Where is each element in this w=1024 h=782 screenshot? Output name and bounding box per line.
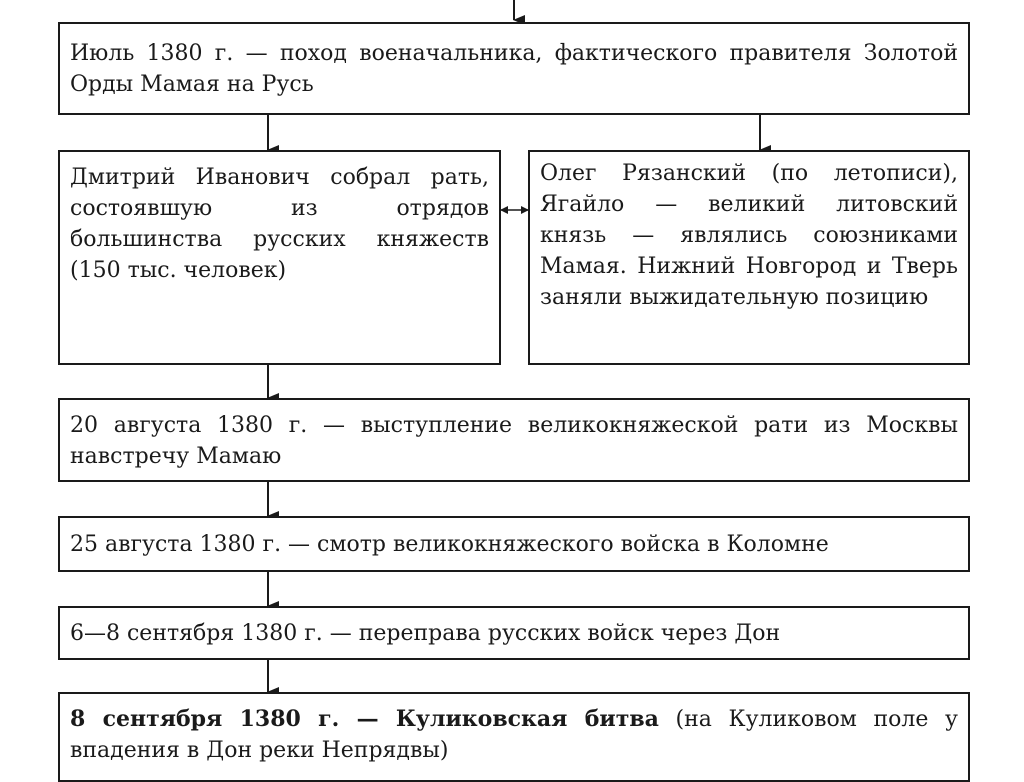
node-sep8-text: (на Куликовом поле у впадения в Дон реки Непрядвы) bbox=[70, 707, 958, 763]
node-dmitry-text: Дмитрий Иванович собрал рать, состоявшую из отрядов большинства русских княжеств (150 тыс. человек) bbox=[70, 165, 489, 283]
node-sep8-bold-text: 8 сентября 1380 г. — Куликовская битва bbox=[70, 706, 659, 732]
node-sep6-text: 6—8 сентября 1380 г. — переправа русских войск через Дон bbox=[70, 621, 781, 646]
node-allies-text: Олег Рязанский (по летописи), Ягайло — великий литовский князь — являлись союзниками Мамая. Нижний Новгород и Тверь заняли выжидательную позицию bbox=[540, 161, 958, 310]
node-aug25-1380 bbox=[58, 516, 970, 572]
node-july-text: Июль 1380 г. — поход военачальника, фактического правителя Золотой Орды Мамая на Русь bbox=[70, 41, 958, 97]
node-july-1380 bbox=[58, 22, 970, 115]
node-aug25-text: 25 августа 1380 г. — смотр великокняжеского войска в Коломне bbox=[70, 532, 829, 557]
node-aug20-text: 20 августа 1380 г. — выступление великокняжеской рати из Москвы навстречу Мамаю bbox=[70, 413, 958, 469]
node-dmitry-army bbox=[58, 150, 501, 365]
node-aug20-1380 bbox=[58, 398, 970, 482]
node-sep8-kulikovo bbox=[58, 692, 970, 782]
node-mamai-allies bbox=[528, 150, 970, 365]
node-sep6-8-1380 bbox=[58, 606, 970, 660]
